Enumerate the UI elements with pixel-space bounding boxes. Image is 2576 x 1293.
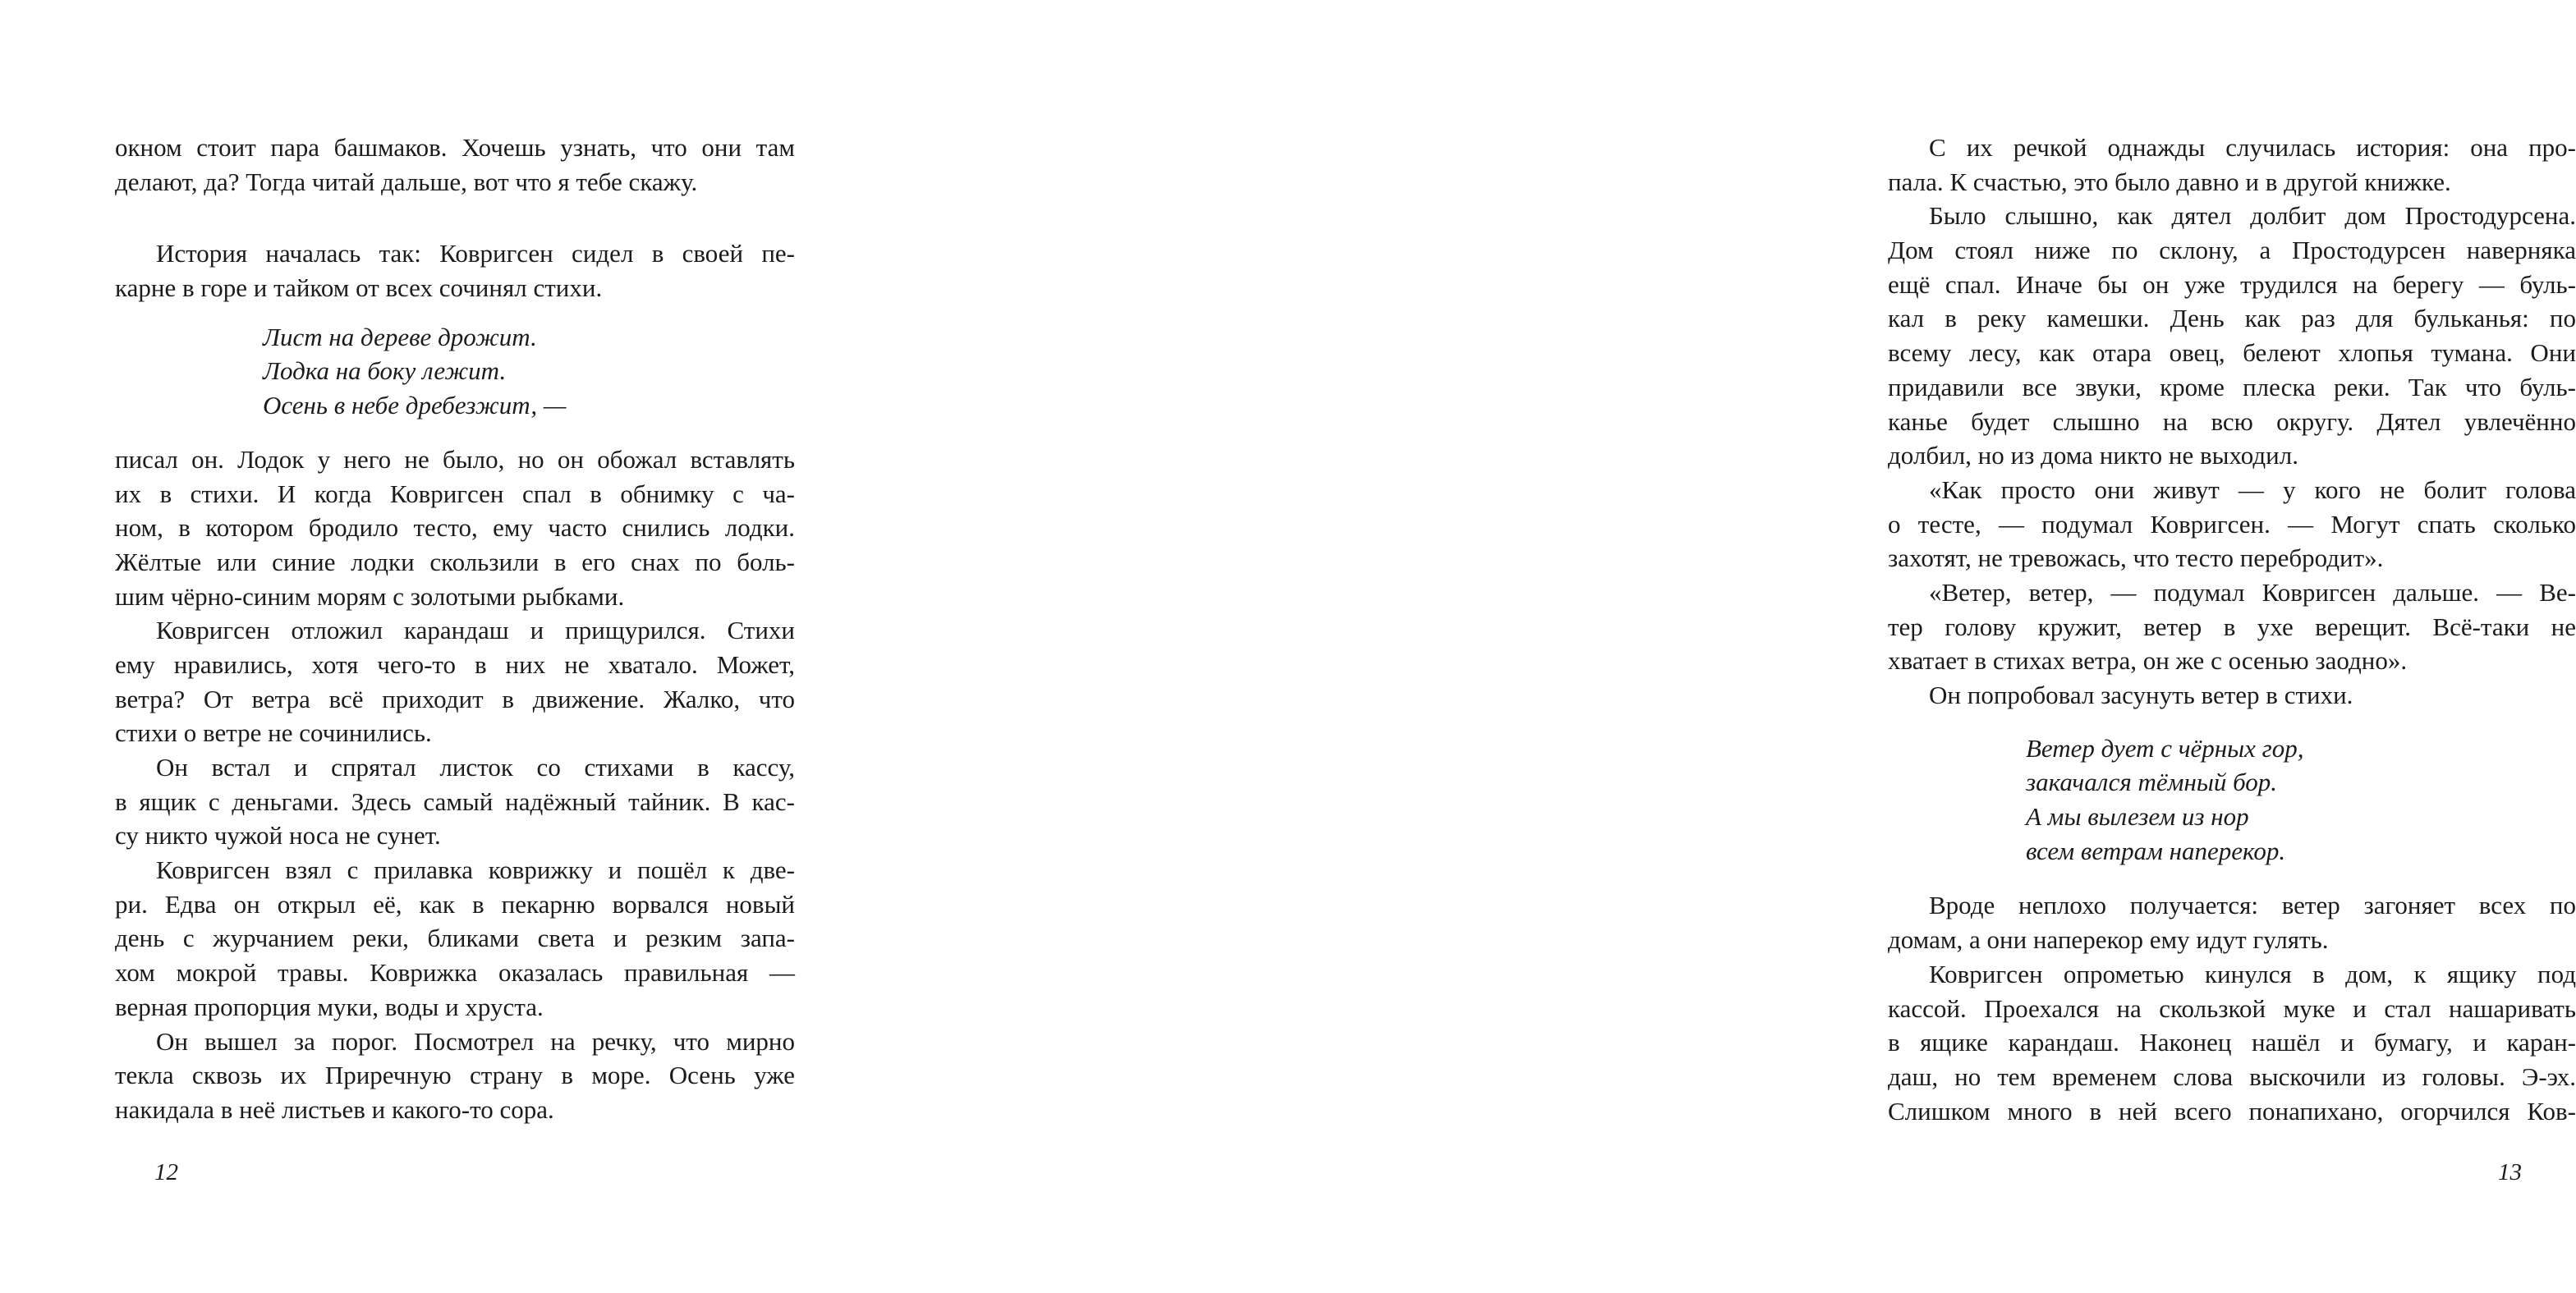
text-line: делают, да? Тогда читай дальше, вот что я тебе скажу. xyxy=(115,167,698,196)
text-line: ещё спал. Иначе бы он уже трудился на берегу — буль- xyxy=(1888,269,2576,299)
text-line: даш, но тем временем слова выскочили из головы. Э-эх. xyxy=(1888,1061,2576,1091)
text-line: «Как просто они живут — у кого не болит голова xyxy=(1929,475,2576,504)
text-line: пала. К счастью, это было давно и в другой книжке. xyxy=(1888,167,2451,196)
text-line: придавили все звуки, кроме плеска реки. Так что буль- xyxy=(1888,372,2576,401)
page-number: 12 xyxy=(154,1159,178,1185)
text-line: ри. Едва он открыл её, как в пекарню ворвался новый xyxy=(115,889,795,919)
text-line: Он вышел за порог. Посмотрел на речку, что мирно xyxy=(156,1026,795,1056)
text-line: кассой. Проехался на скользкой муке и стал нашаривать xyxy=(1888,993,2576,1023)
text-line: окном стоит пара башмаков. Хочешь узнать, что они там xyxy=(115,133,795,162)
text-line: кал в реку камешки. День как раз для бульканья: по xyxy=(1888,304,2576,333)
text-line: хом мокрой травы. Коврижка оказалась правильная — xyxy=(115,958,795,988)
text-line: их в стихи. И когда Ковригсен спал в обнимку с ча- xyxy=(115,479,795,508)
text-line: Вроде неплохо получается: ветер загоняет всех по xyxy=(1929,891,2576,920)
text-line: долбил, но из дома никто не выходил. xyxy=(1888,441,2298,470)
text-line: Он встал и спрятал листок со стихами в кассу, xyxy=(156,753,795,782)
page-number: 13 xyxy=(2498,1159,2522,1185)
paragraph-gap xyxy=(1888,713,2576,731)
text-line: Ковригсен опрометью кинулся в дом, к ящику под xyxy=(1929,959,2576,988)
text-line: ветра? От ветра всё приходит в движение. Жалко, что xyxy=(115,684,795,713)
text-line: в ящике карандаш. Наконец нашёл и бумагу, и каран- xyxy=(1888,1028,2576,1057)
text-line: о тесте, — подумал Ковригсен. — Могут спать сколько xyxy=(1888,509,2576,539)
paragraph-gap xyxy=(115,199,795,236)
text-line: день с журчанием реки, бликами света и резким запа- xyxy=(115,924,795,953)
text-line: История началась так: Ковригсен сидел в своей пе- xyxy=(156,239,795,268)
text-line: Жёлтые или синие лодки скользили в его снах по боль- xyxy=(115,547,795,576)
text-line: С их речкой однажды случилась история: она про- xyxy=(1929,133,2576,162)
text-line: «Ветер, ветер, — подумал Ковригсен дальше. — Ве- xyxy=(1929,577,2576,607)
verse-line: А мы вылезем из нор xyxy=(2026,802,2249,832)
text-line: накидала в неё листьев и какого-то сора. xyxy=(115,1094,554,1124)
verse-line: Ветер дует с чёрных гор, xyxy=(2026,733,2304,763)
text-line: тер голову кружит, ветер в ухе верещит. Всё-таки не xyxy=(1888,612,2576,641)
text-line: захотят, не тревожась, что тесто перебродит». xyxy=(1888,543,2384,573)
text-line: Ковригсен взял с прилавка коврижку и пошёл к две- xyxy=(156,855,795,885)
text-line: карне в горе и тайком от всех сочинял стихи. xyxy=(115,273,603,303)
text-line: шим чёрно-синим морям с золотыми рыбками. xyxy=(115,581,625,611)
text-line: стихи о ветре не сочинились. xyxy=(115,718,432,748)
text-column xyxy=(1888,131,2576,1128)
text-line: Дом стоял ниже по склону, а Простодурсен наверняка xyxy=(1888,236,2576,265)
text-line: Было слышно, как дятел долбит дом Простодурсена. xyxy=(1929,201,2576,231)
verse-line: всем ветрам наперекор. xyxy=(2026,836,2286,865)
text-line: Слишком много в ней всего понапихано, огорчился Ков- xyxy=(1888,1096,2576,1126)
text-line: ему нравились, хотя чего-то в них не хватало. Может, xyxy=(115,649,795,679)
text-line: Он попробовал засунуть ветер в стихи. xyxy=(1929,681,2353,709)
text-line: канье будет слышно на всю округу. Дятел увлечённо xyxy=(1888,406,2576,436)
page-left xyxy=(0,0,898,1293)
page-right xyxy=(898,0,2576,1293)
text-line: писал он. Лодок у него не было, но он обожал вставлять xyxy=(115,444,795,474)
verse-line: Лист на дереве дрожит. xyxy=(263,322,537,351)
verse-line: Осень в небе дребезжит, — xyxy=(263,391,567,420)
text-line: Ковригсен отложил карандаш и прищурился. Стихи xyxy=(156,616,795,645)
text-line: в ящик с деньгами. Здесь самый надёжный тайник. В кас- xyxy=(115,786,795,816)
text-line: верная пропорция муки, воды и хруста. xyxy=(115,992,544,1021)
text-line: ном, в котором бродило тесто, ему часто снились лодки. xyxy=(115,513,795,543)
verse-line: Лодка на боку лежит. xyxy=(263,356,507,386)
text-line: домам, а они наперекор ему идут гулять. xyxy=(1888,925,2329,955)
verse-line: закачался тёмный бор. xyxy=(2026,768,2278,797)
paragraph-gap xyxy=(115,305,795,320)
text-line: хватает в стихах ветра, он же с осенью заодно». xyxy=(1888,646,2408,676)
text-line: всему лесу, как отара овец, белеют хлопья тумана. Они xyxy=(1888,338,2576,368)
paragraph-gap xyxy=(1888,868,2576,888)
text-line: текла сквозь их Приречную страну в море. Осень уже xyxy=(115,1061,795,1090)
paragraph-gap xyxy=(115,423,795,442)
text-line: су никто чужой носа не сунет. xyxy=(115,821,441,851)
text-column xyxy=(115,131,795,1127)
